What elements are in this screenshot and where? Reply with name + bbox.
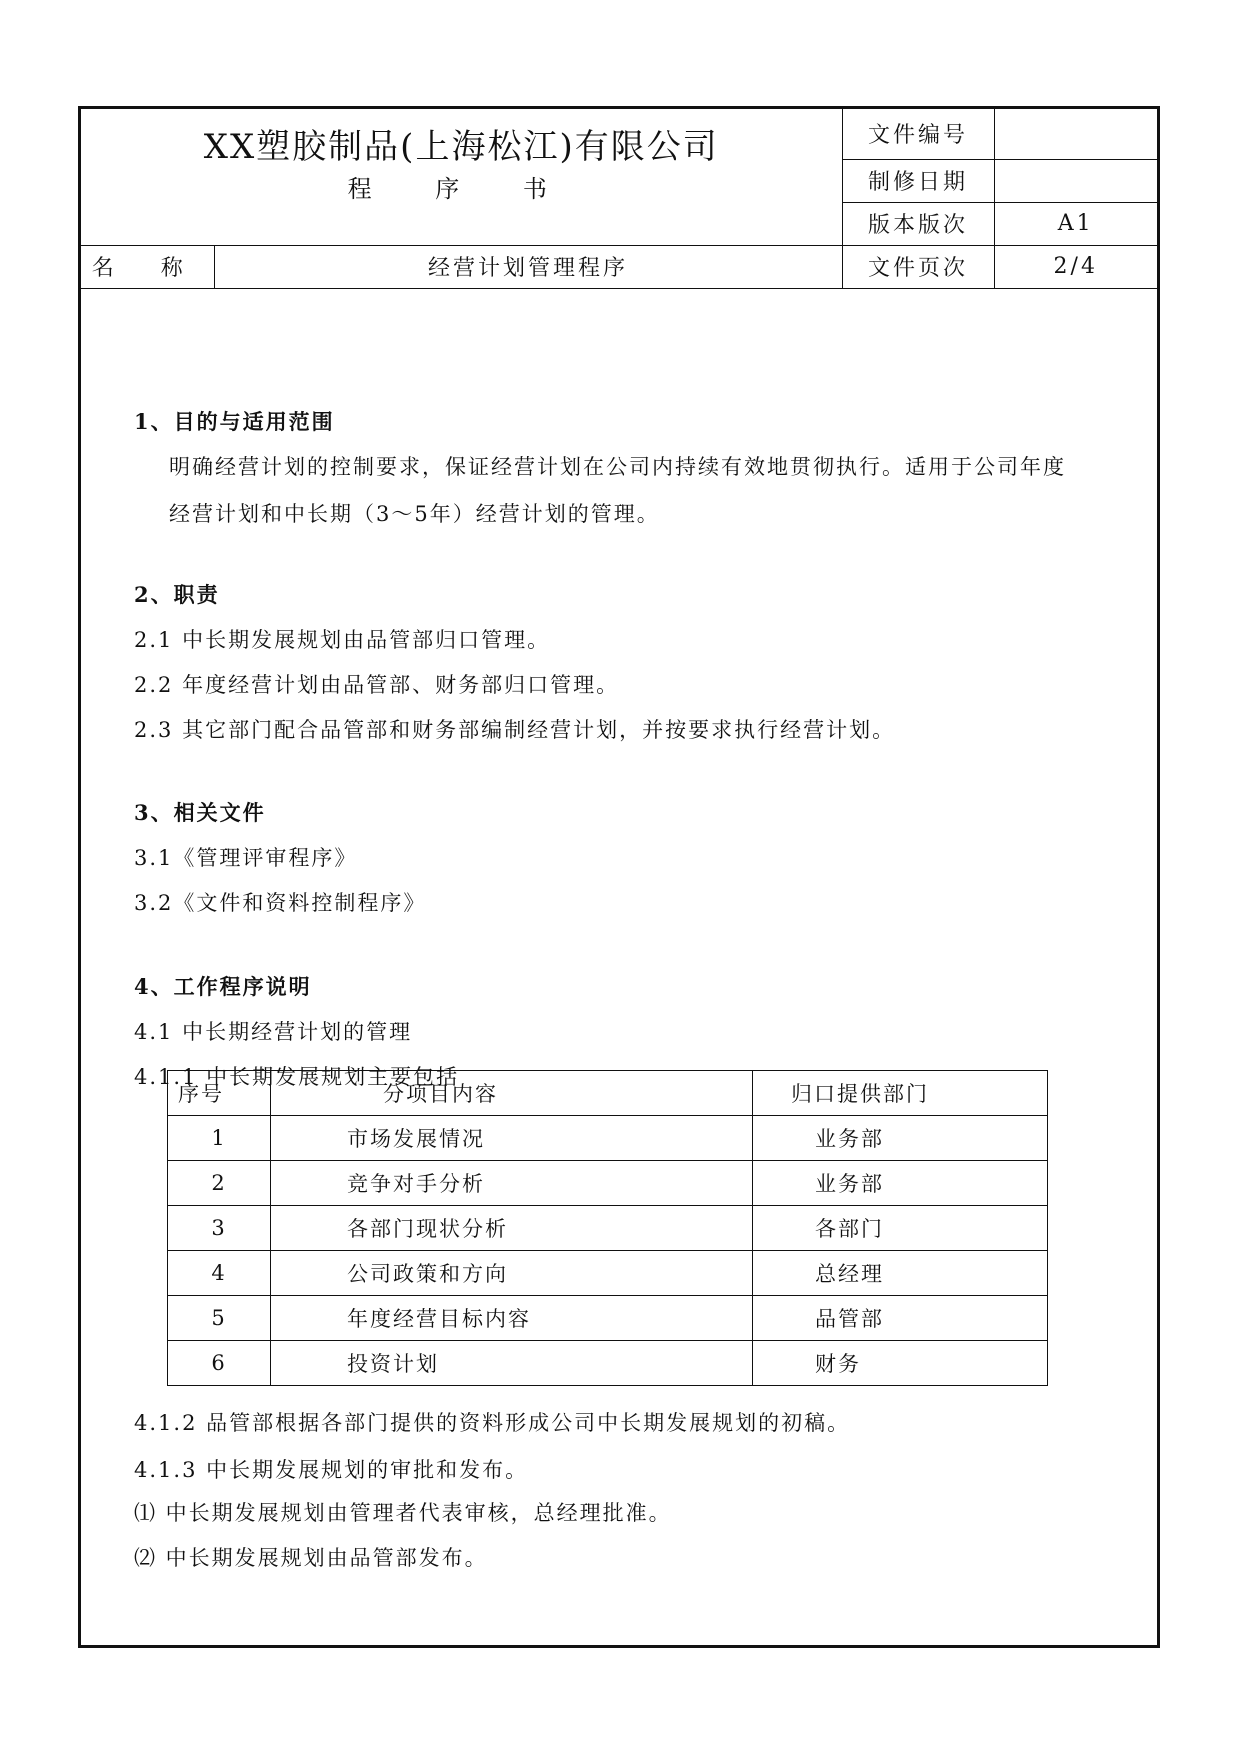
table-header-seq: 序号 — [168, 1071, 271, 1116]
table-header-dept: 归口提供部门 — [753, 1071, 1048, 1116]
table-row — [168, 1296, 1048, 1341]
field-label-page: 文件页次 — [842, 245, 994, 288]
field-value-version: A1 — [994, 202, 1157, 245]
table-cell-item: 公司政策和方向 — [271, 1251, 753, 1296]
table-header-item: 分项目内容 — [271, 1071, 753, 1116]
section-1-heading: 1、目的与适用范围 — [134, 409, 335, 434]
table-row — [168, 1116, 1048, 1161]
table-cell-item: 年度经营目标内容 — [271, 1296, 753, 1341]
field-value-page: 2/4 — [994, 245, 1157, 288]
table-cell-dept: 业务部 — [753, 1116, 1048, 1161]
section-3-item-2: 3.2《文件和资料控制程序》 — [134, 891, 427, 915]
document-page — [78, 106, 1160, 1648]
section-2-item-2: 2.2 年度经营计划由品管部、财务部归口管理。 — [134, 673, 620, 697]
section-1-paragraph-line-1: 明确经营计划的控制要求，保证经营计划在公司内持续有效地贯彻执行。适用于公司年度 — [169, 455, 1066, 479]
table-cell-seq: 5 — [168, 1296, 271, 1341]
company-name: XX塑胶制品(上海松江)有限公司 — [203, 127, 719, 167]
table-cell-seq: 4 — [168, 1251, 271, 1296]
section-2-heading: 2、职责 — [134, 582, 220, 607]
section-4-line-4-1: 4.1 中长期经营计划的管理 — [134, 1020, 413, 1044]
section-4-line-4-1-2: 4.1.2 品管部根据各部门提供的资料形成公司中长期发展规划的初稿。 — [134, 1411, 851, 1435]
table-cell-seq: 3 — [168, 1206, 271, 1251]
section-2-item-1: 2.1 中长期发展规划由品管部归口管理。 — [134, 628, 551, 652]
table-cell-item: 竞争对手分析 — [271, 1161, 753, 1206]
name-label: 名 称 — [81, 245, 214, 288]
section-3-item-1: 3.1《管理评审程序》 — [134, 846, 358, 870]
document-body — [81, 109, 1157, 1645]
table-row — [168, 1341, 1048, 1386]
table-cell-seq: 2 — [168, 1161, 271, 1206]
section-4-line-4-1-1: 4.1.1 中长期发展规划主要包括 — [134, 1065, 460, 1089]
field-label-doc-number: 文件编号 — [842, 109, 994, 159]
table-cell-dept: 业务部 — [753, 1161, 1048, 1206]
section-3-heading: 3、相关文件 — [134, 800, 266, 825]
plan-table — [167, 1070, 1048, 1386]
table-cell-seq: 1 — [168, 1116, 271, 1161]
section-4-line-4-1-3: 4.1.3 中长期发展规划的审批和发布。 — [134, 1458, 529, 1482]
table-cell-item: 各部门现状分析 — [271, 1206, 753, 1251]
field-label-version: 版本版次 — [842, 202, 994, 245]
table-cell-dept: 品管部 — [753, 1296, 1048, 1341]
table-cell-seq: 6 — [168, 1341, 271, 1386]
table-cell-item: 投资计划 — [271, 1341, 753, 1386]
table-cell-dept: 财务 — [753, 1341, 1048, 1386]
table-row — [168, 1161, 1048, 1206]
table-cell-dept: 总经理 — [753, 1251, 1048, 1296]
table-cell-dept: 各部门 — [753, 1206, 1048, 1251]
name-value: 经营计划管理程序 — [214, 245, 842, 288]
table-row — [168, 1206, 1048, 1251]
section-4-sub-1: ⑴ 中长期发展规划由管理者代表审核，总经理批准。 — [134, 1501, 672, 1525]
section-2-item-3: 2.3 其它部门配合品管部和财务部编制经营计划，并按要求执行经营计划。 — [134, 718, 896, 742]
field-label-revision-date: 制修日期 — [842, 159, 994, 202]
section-4-heading: 4、工作程序说明 — [134, 974, 312, 999]
document-type: 程 序 书 — [347, 175, 575, 203]
section-1-paragraph-line-2: 经营计划和中长期（3～5年）经营计划的管理。 — [169, 502, 660, 526]
table-row — [168, 1251, 1048, 1296]
table-header-row — [168, 1071, 1048, 1116]
section-4-sub-2: ⑵ 中长期发展规划由品管部发布。 — [134, 1546, 488, 1570]
table-cell-item: 市场发展情况 — [271, 1116, 753, 1161]
